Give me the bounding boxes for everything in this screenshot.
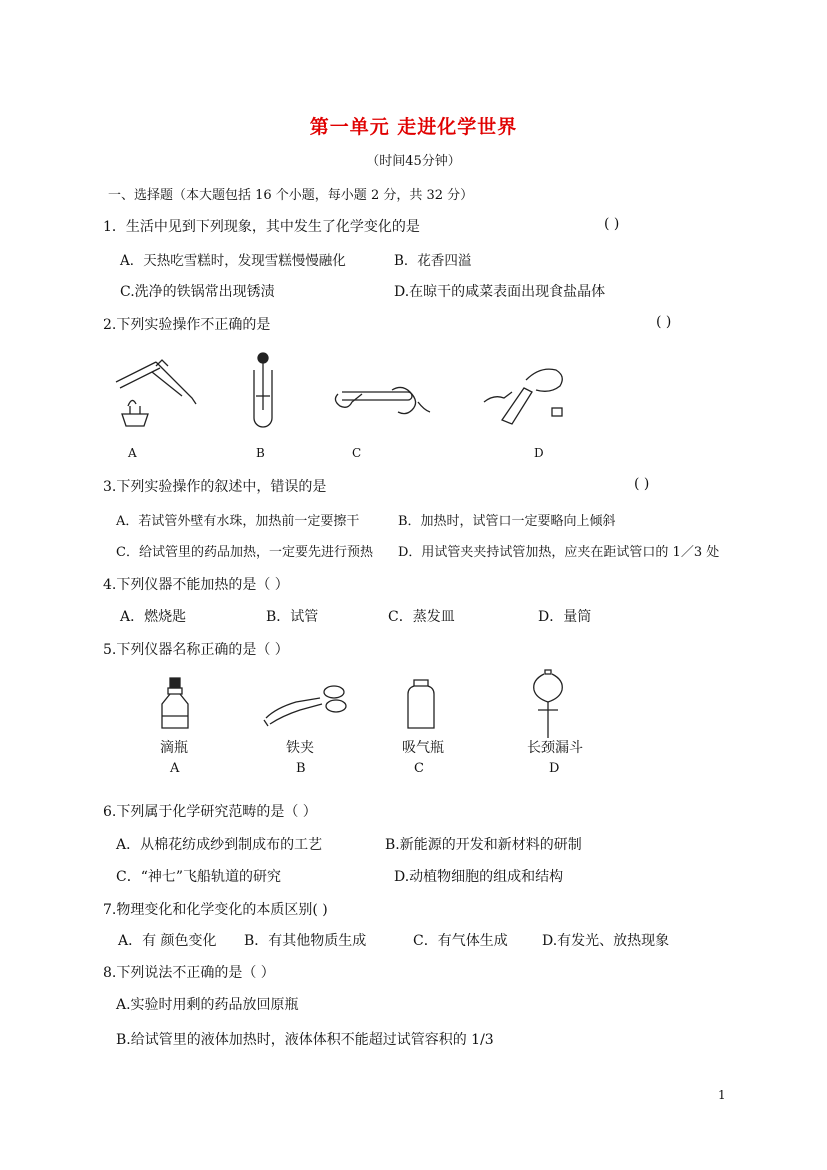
figure-2d-label: D xyxy=(534,446,544,460)
question-1-stem: 1．生活中见到下列现象，其中发生了化学变化的是 xyxy=(103,219,420,235)
section-heading: 一、选择题（本大题包括 16 个小题，每小题 2 分，共 32 分） xyxy=(108,188,474,203)
figure-2c-label: C xyxy=(352,446,362,460)
question-7-option-a: A．有 颜色变化 xyxy=(118,933,217,949)
question-8-option-a: A.实验时用剩的药品放回原瓶 xyxy=(116,997,299,1013)
figure-2b-dropper-test-tube xyxy=(248,352,278,430)
question-6-option-b: B.新能源的开发和新材料的研制 xyxy=(385,837,582,853)
question-7-option-b: B．有其他物质生成 xyxy=(244,933,367,949)
question-2-answer-blank: ( ) xyxy=(656,314,672,330)
question-8-option-b: B.给试管里的液体加热时，液体体积不能超过试管容积的 1/3 xyxy=(116,1032,494,1048)
question-4-option-b: B．试管 xyxy=(266,609,319,625)
question-3-option-d: D．用试管夹夹持试管加热，应夹在距试管口的 1／3 处 xyxy=(398,545,720,560)
question-6-stem: 6.下列属于化学研究范畴的是（ ） xyxy=(103,804,317,820)
question-7-option-c: C．有气体生成 xyxy=(413,933,508,949)
figure-5a-caption: 滴瓶 xyxy=(160,740,188,756)
figure-2d-adding-solid xyxy=(480,362,570,426)
figure-2a-heating-test-tube xyxy=(112,358,202,430)
figure-5a-dropping-bottle xyxy=(158,676,192,732)
question-8-stem: 8.下列说法不正确的是（ ） xyxy=(103,965,275,981)
question-3-option-b: B．加热时，试管口一定要略向上倾斜 xyxy=(398,514,616,529)
question-4-stem: 4.下列仪器不能加热的是（ ） xyxy=(103,577,289,593)
question-1-option-b: B．花香四溢 xyxy=(394,253,472,269)
question-6-option-d: D.动植物细胞的组成和结构 xyxy=(394,869,564,885)
figure-5d-funnel xyxy=(530,668,566,740)
question-7-stem: 7.物理变化和化学变化的本质区别( ) xyxy=(103,902,328,918)
figure-5a-label: A xyxy=(170,761,180,776)
question-1-answer-blank: ( ) xyxy=(604,216,620,232)
question-4-option-d: D．量筒 xyxy=(538,609,592,625)
question-7-option-d: D.有发光、放热现象 xyxy=(542,933,670,949)
question-3-option-c: C．给试管里的药品加热，一定要先进行预热 xyxy=(116,545,373,560)
figure-5d-caption: 长颈漏斗 xyxy=(527,740,583,756)
question-3-option-a: A．若试管外壁有水珠，加热前一定要擦干 xyxy=(116,514,360,529)
question-1-option-d: D.在晾干的咸菜表面出现食盐晶体 xyxy=(394,284,606,300)
figure-5c-label: C xyxy=(414,761,424,776)
figure-5c-gas-bottle xyxy=(404,678,438,732)
question-6-option-a: A．从棉花纺成纱到制成布的工艺 xyxy=(116,837,323,853)
question-3-stem: 3.下列实验操作的叙述中，错误的是 xyxy=(103,479,327,495)
page-subtitle: （时间45分钟） xyxy=(366,154,461,169)
figure-5d-label: D xyxy=(549,761,560,776)
question-1-option-c: C.洗净的铁锅常出现锈渍 xyxy=(120,284,275,300)
page-number: 1 xyxy=(718,1088,726,1102)
question-3-answer-blank: ( ) xyxy=(634,476,650,492)
question-6-option-c: C．“神七”飞船轨道的研究 xyxy=(116,869,282,885)
figure-5b-label: B xyxy=(296,761,306,776)
question-5-stem: 5.下列仪器名称正确的是（ ） xyxy=(103,642,289,658)
figure-2c-holding-test-tube xyxy=(332,380,432,420)
question-4-option-c: C．蒸发皿 xyxy=(388,609,455,625)
figure-2b-label: B xyxy=(256,446,265,460)
figure-5b-caption: 铁夹 xyxy=(286,740,314,756)
figure-5c-caption: 吸气瓶 xyxy=(402,740,444,756)
question-2-stem: 2.下列实验操作不正确的是 xyxy=(103,317,271,333)
figure-5b-tongs xyxy=(262,680,354,728)
figure-2a-label: A xyxy=(128,446,137,460)
question-1-option-a: A．天热吃雪糕时，发现雪糕慢慢融化 xyxy=(120,253,346,269)
page-title: 第一单元 走进化学世界 xyxy=(309,116,518,138)
question-4-option-a: A．燃烧匙 xyxy=(120,609,187,625)
